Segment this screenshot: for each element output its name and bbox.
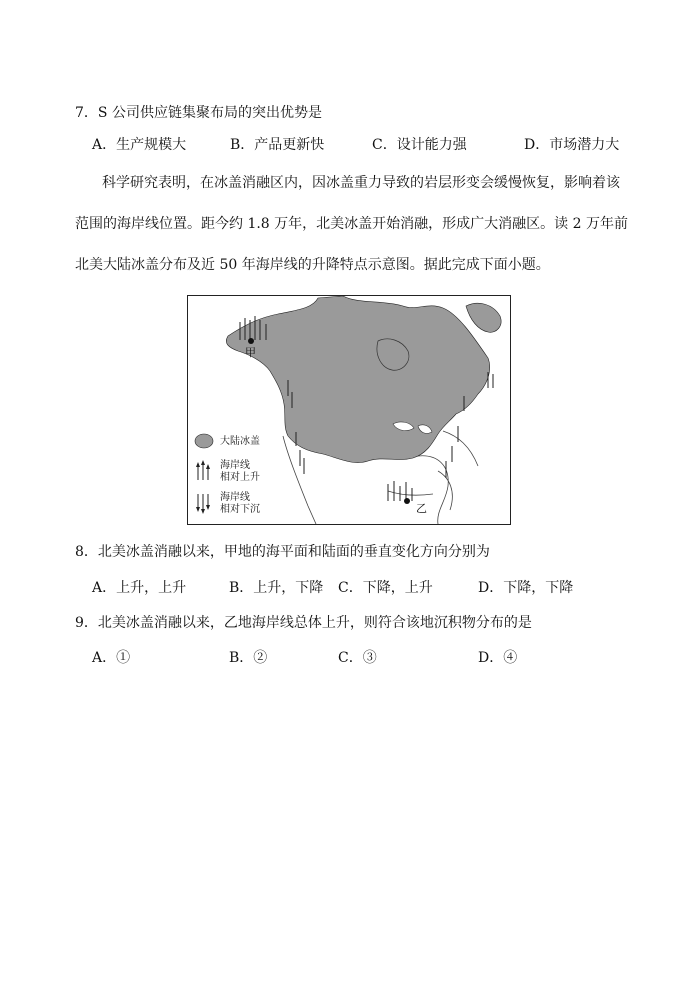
yi-label: 乙 (416, 502, 427, 515)
north-america-ice-sheet-map (187, 295, 511, 525)
passage-line-1: 科学研究表明，在冰盖消融区内，因冰盖重力导致的岩层形变会缓慢恢复，影响着该 (102, 175, 620, 191)
ice-sheet-shape (226, 296, 489, 463)
q8-option-a[interactable]: A．上升，上升 (92, 580, 187, 596)
q9-option-b[interactable]: B．② (229, 650, 268, 666)
passage-line-3: 北美大陆冰盖分布及近 50 年海岸线的升降特点示意图。据此完成下面小题。 (75, 257, 550, 273)
q8-option-c[interactable]: C．下降，上升 (338, 580, 433, 596)
legend-rise-label-1: 海岸线 (220, 460, 250, 471)
q7-stem: 7．S 公司供应链集聚布局的突出优势是 (75, 105, 322, 121)
q8-option-b[interactable]: B．上升，下降 (229, 580, 324, 596)
legend-ice-swatch (195, 434, 213, 448)
q8-option-d[interactable]: D．下降，下降 (478, 580, 574, 596)
q9-option-d[interactable]: D．④ (478, 650, 518, 666)
jia-point (248, 338, 254, 344)
passage-line-2: 范围的海岸线位置。距今约 1.8 万年，北美冰盖开始消融，形成广大消融区。读 2 万年前 (75, 216, 628, 232)
legend-ice-label: 大陆冰盖 (220, 436, 260, 447)
legend-sink-label-2: 相对下沉 (220, 504, 260, 515)
q9-option-c[interactable]: C．③ (338, 650, 377, 666)
q7-option-c[interactable]: C．设计能力强 (372, 137, 467, 153)
legend-rise-label-2: 相对上升 (220, 472, 260, 483)
q9-option-a[interactable]: A．① (92, 650, 131, 666)
legend-sink-label-1: 海岸线 (220, 492, 250, 503)
q8-stem: 8．北美冰盖消融以来，甲地的海平面和陆面的垂直变化方向分别为 (75, 544, 490, 560)
map-svg (188, 296, 510, 524)
q7-option-b[interactable]: B．产品更新快 (230, 137, 325, 153)
yi-point (404, 498, 410, 504)
jia-label: 甲 (245, 346, 256, 359)
q7-option-a[interactable]: A．生产规模大 (92, 137, 187, 153)
legend-sink-icon (196, 494, 210, 514)
greenland-shape (466, 303, 501, 332)
rise-arrows-yi (388, 481, 412, 501)
legend-rise-icon (196, 460, 210, 480)
q7-option-d[interactable]: D．市场潜力大 (524, 137, 620, 153)
q9-stem: 9．北美冰盖消融以来，乙地海岸线总体上升，则符合该地沉积物分布的是 (75, 615, 532, 631)
